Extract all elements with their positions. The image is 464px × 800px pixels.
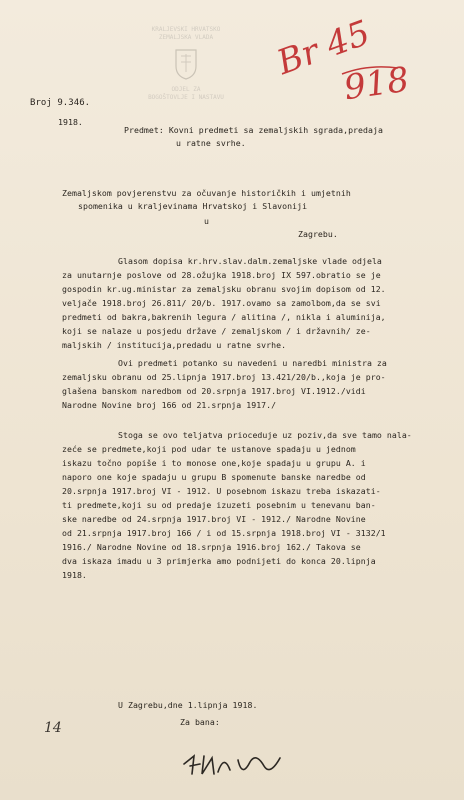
handwritten-number-top: Br 45 <box>272 12 376 84</box>
body-line: Narodne Novine broj 166 od 21.srpnja 1917./ <box>62 400 277 410</box>
margin-handwritten-mark: 14 <box>44 720 62 736</box>
stamp-line: KRALJEVSKI HRVATSKO <box>151 26 221 33</box>
body-line: predmeti od bakra,bakrenih legura / alitina /, nikla i aluminija, <box>62 312 386 322</box>
body-line: iskazu točno popiše i to monose one,koje spadaju u grupu A. i <box>62 458 366 468</box>
za-bana: Za bana: <box>180 717 220 727</box>
signature-icon <box>180 744 300 784</box>
body-line: ti predmete,koji su od predaje izuzeti posebnim u tenevanu ban- <box>62 500 376 510</box>
body-line: 1918. <box>62 570 87 580</box>
body-line: 20.srpnja 1917.broj VI - 1912. U posebnom iskazu treba iskazati- <box>62 486 381 496</box>
official-stamp <box>128 22 244 110</box>
subject-line-2: u ratne svrhe. <box>176 138 246 148</box>
addressee-u: u <box>204 216 209 226</box>
body-line: dva iskaza imadu u 3 primjerka amo podnijeti do konca 20.lipnja <box>62 556 376 566</box>
addressee-city: Zagrebu. <box>298 229 338 239</box>
subject-line-1: Predmet: Kovni predmeti sa zemaljskih sgrada,predaja <box>124 125 383 135</box>
place-date: U Zagrebu,dne 1.lipnja 1918. <box>118 700 258 710</box>
body-line: glašena banskom naredbom od 20.srpnja 1917.broj VI.1912./vidi <box>62 386 366 396</box>
body-line: za unutarnje poslove od 28.ožujka 1918.broj IX 597.obratio se je <box>62 270 381 280</box>
body-line: naporo one koje spadaju u grupu B spomenute banske naredbe od <box>62 472 366 482</box>
body-line: zemaljsku obranu od 25.lipnja 1917.broj 13.421/20/b.,koja je pro- <box>62 372 386 382</box>
body-line: od 21.srpnja 1917.broj 166 / i od 15.srpnja 1918.broj VI - 3132/1 <box>62 528 386 538</box>
addressee-line-2: spomenika u kraljevinama Hrvatskoj i Slavoniji <box>78 201 308 211</box>
stamp-line: BOGOŠTOVLJE I NASTAVU <box>148 94 224 101</box>
stamp-line: ZEMALJSKA VLADA <box>158 34 214 41</box>
addressee-line-1: Zemaljskom povjerenstvu za očuvanje historičkih i umjetnih <box>62 188 351 198</box>
handwritten-number-bottom: 918 <box>341 59 412 109</box>
body-line: zeće se predmete,koji pod udar te ustanove spadaju u jednom <box>62 444 356 454</box>
coat-of-arms-icon <box>173 48 199 80</box>
handwritten-underline <box>340 60 400 80</box>
body-line: Glasom dopisa kr.hrv.slav.dalm.zemaljske vlade odjela <box>118 256 382 266</box>
document-number: Broj 9.346. <box>30 98 91 108</box>
body-line: veljače 1918.broj 26.811/ 20/b. 1917.ovamo sa zamolbom,da se svi <box>62 298 381 308</box>
document-year: 1918. <box>58 117 83 127</box>
body-line: Stoga se ovo teljatva prioceduje uz poziv,da sve tamo nala- <box>118 430 412 440</box>
stamp-line: ODJEL ZA <box>171 86 201 93</box>
body-line: gospodin kr.ug.ministar za zemaljsku obranu svojim dopisom od 12. <box>62 284 386 294</box>
body-line: 1916./ Narodne Novine od 18.srpnja 1916.broj 162./ Takova se <box>62 542 361 552</box>
body-line: koji se nalaze u posjedu države / zemaljskom / i državnih/ ze- <box>62 326 371 336</box>
body-line: Ovi predmeti potanko su navedeni u naredbi ministra za <box>118 358 387 368</box>
body-line: ske naredbe od 24.srpnja 1917.broj VI - 1912./ Narodne Novine <box>62 514 366 524</box>
body-line: maljskih / institucija,predadu u ratne svrhe. <box>62 340 287 350</box>
